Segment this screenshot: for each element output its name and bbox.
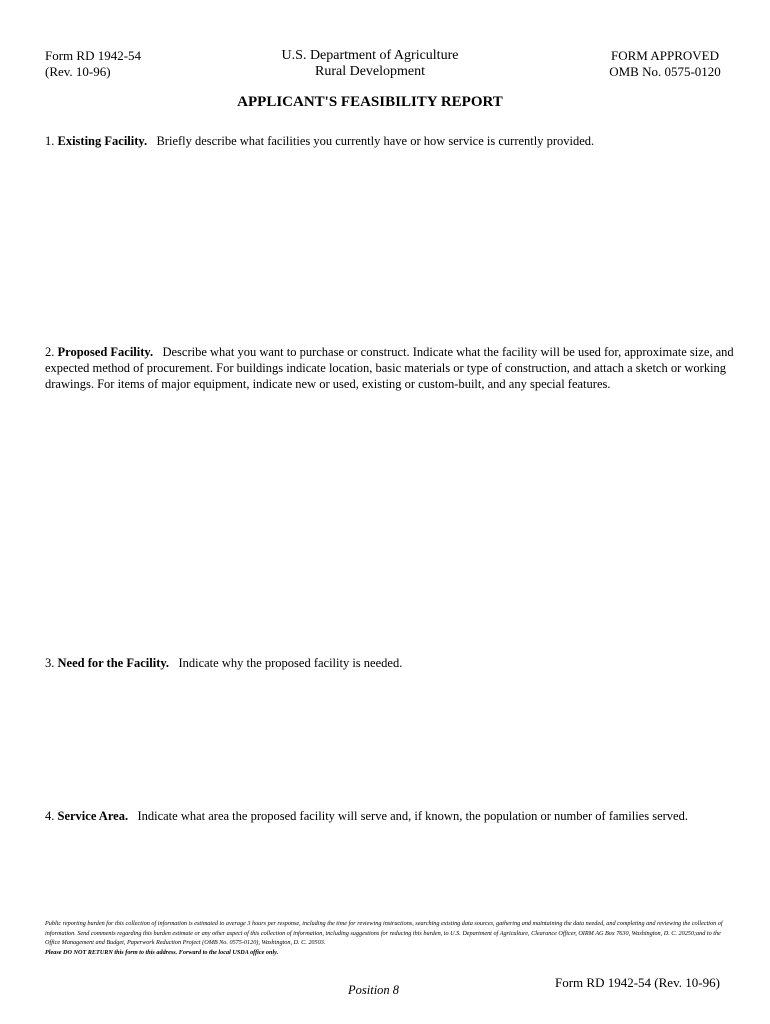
agency-name: U.S. Department of Agriculture bbox=[281, 48, 459, 63]
omb-number: OMB No. 0575-0120 bbox=[609, 64, 721, 79]
section-need-for-facility bbox=[45, 655, 735, 671]
return-notice: Please DO NOT RETURN this form to this address. Forward to the local USDA office only. bbox=[45, 948, 279, 956]
form-approved: FORM APPROVED bbox=[610, 48, 719, 63]
section-instructions: Indicate what area the proposed facility will serve and, if known, the population or number of families served. bbox=[137, 809, 688, 823]
page-title: APPLICANT'S FEASIBILITY REPORT bbox=[237, 94, 503, 110]
form-number-block bbox=[45, 48, 141, 80]
section-instructions: Indicate why the proposed facility is needed. bbox=[178, 656, 403, 670]
agency-block bbox=[250, 48, 490, 80]
section-instructions: Briefly describe what facilities you currently have or how service is currently provided. bbox=[156, 134, 595, 148]
position-label: Position 8 bbox=[348, 983, 400, 997]
existing-facility-answer-area[interactable] bbox=[45, 156, 725, 336]
section-number: 3. bbox=[45, 656, 55, 670]
section-number: 2. bbox=[45, 345, 55, 359]
form-revision: (Rev. 10-96) bbox=[45, 64, 111, 79]
section-heading: Existing Facility. bbox=[57, 134, 148, 148]
section-heading: Proposed Facility. bbox=[57, 345, 154, 359]
division-name: Rural Development bbox=[314, 64, 426, 79]
form-number: Form RD 1942-54 bbox=[45, 48, 142, 63]
section-number: 1. bbox=[45, 134, 55, 148]
proposed-facility-answer-area[interactable] bbox=[45, 398, 725, 648]
approval-block bbox=[600, 48, 730, 80]
burden-statement: Public reporting burden for this collection of information is estimated to average 3 hours per response, including the time for reviewing instructions, searching existing data sources, gathering and maintaining the data needed, and completing and reviewing the collection of information. Send comments regarding this burden estimate or any other aspect of this collection of information, including suggestions for reducing this burden, to U.S. Department of Agriculture, Clearance Officer, OIRM AG Box 7630, Washington, D. C. 20250;and to the Office Management and Budget, Paperwork Reduction Project (OMB No. 0575-0120), Washington, D. C. 20503. bbox=[45, 920, 723, 946]
section-heading: Service Area. bbox=[57, 809, 129, 823]
footer-form-id: Form RD 1942-54 (Rev. 10-96) bbox=[555, 975, 720, 990]
burden-statement-block bbox=[45, 919, 730, 957]
section-service-area bbox=[45, 808, 735, 824]
service-area-answer-area[interactable] bbox=[45, 830, 725, 915]
section-instructions: Describe what you want to purchase or construct. Indicate what the facility will be used for, approximate size, and expected method of procurement. For buildings indicate location, basic materials or type of construction, and attach a sketch or working drawings. For items of major equipment, indicate new or used, existing or custom-built, and any special features. bbox=[45, 345, 734, 391]
section-proposed-facility bbox=[45, 344, 735, 392]
section-number: 4. bbox=[45, 809, 55, 823]
section-heading: Need for the Facility. bbox=[57, 656, 170, 670]
section-existing-facility bbox=[45, 133, 735, 149]
need-for-facility-answer-area[interactable] bbox=[45, 678, 725, 803]
